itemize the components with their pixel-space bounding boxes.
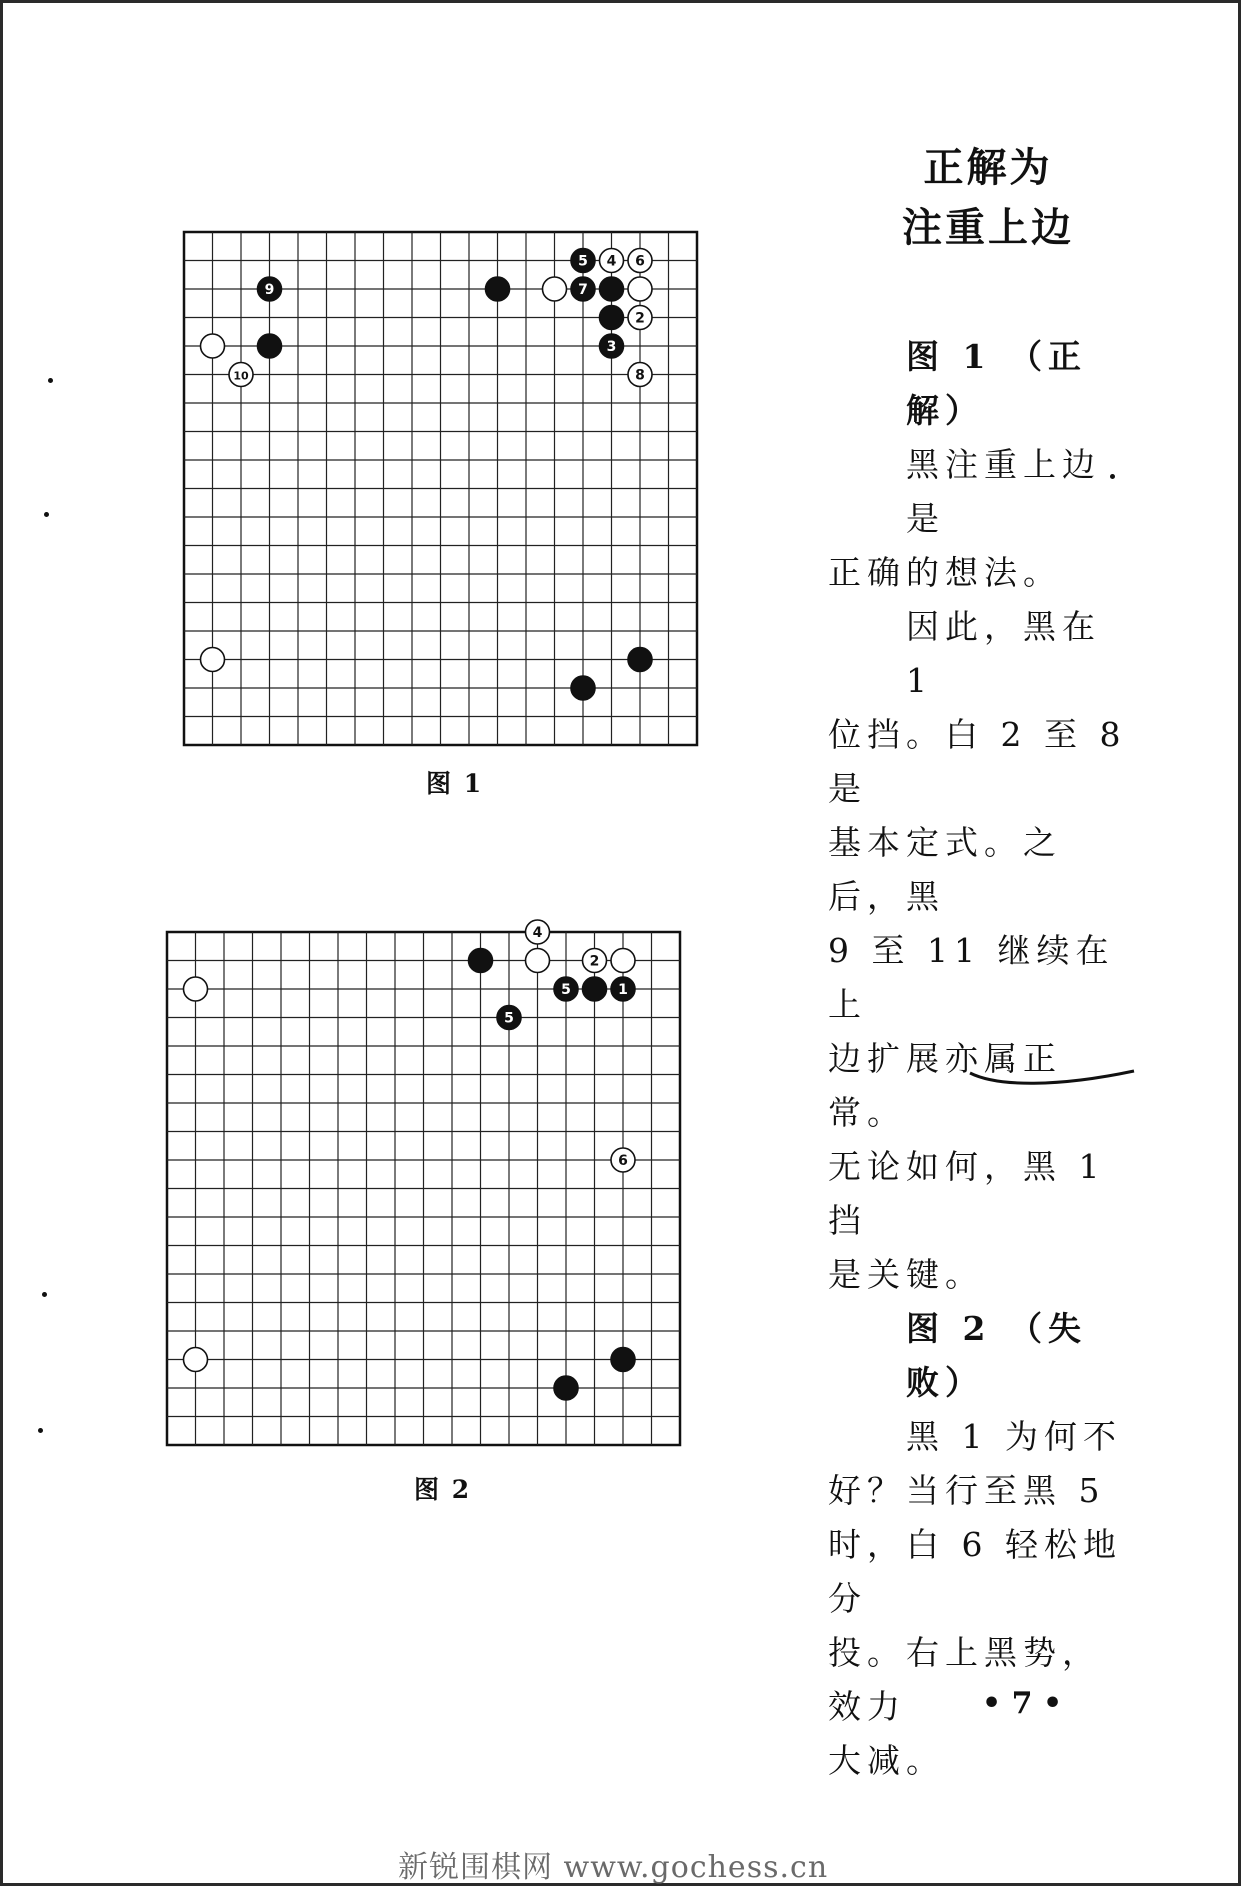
scan-speck [1110, 474, 1115, 479]
stone-label: 6 [618, 1153, 628, 1169]
body-line: 时，白 6 轻松地分 [828, 1525, 1122, 1618]
handwritten-underline [968, 1065, 1138, 1095]
black-stone [469, 949, 493, 973]
black-stone [258, 334, 282, 358]
stone-label: 5 [561, 982, 571, 998]
white-stone [628, 277, 652, 301]
go-board-figure-2 [163, 925, 683, 1448]
scan-speck [42, 1292, 47, 1297]
stone-label: 6 [635, 253, 645, 270]
body-line: 位挡。白 2 至 8 是 [828, 715, 1127, 808]
white-stone [201, 334, 225, 358]
stone-label: 8 [635, 367, 645, 384]
stone-label: 4 [532, 925, 543, 941]
scan-speck [48, 378, 53, 383]
white-stone [543, 277, 567, 301]
stone-label: 2 [589, 953, 600, 970]
stone-label: 7 [578, 282, 588, 298]
stone-label: 1 [618, 982, 628, 998]
white-stone [201, 648, 225, 672]
stone-label: 2 [635, 310, 645, 327]
body-line: 大减。 [828, 1741, 945, 1780]
white-stone [611, 949, 635, 973]
black-stone [600, 277, 624, 301]
figure-1-heading: 图 1 （正解） [906, 337, 1087, 430]
body-line: 正确的想法。 [828, 553, 1062, 592]
stone-label: 5 [504, 1010, 514, 1027]
body-line: 基本定式。之后，黑 [828, 823, 1062, 916]
figure-1-caption: 图 1 [426, 769, 484, 798]
black-stone [611, 1348, 635, 1372]
body-line: 是关键。 [828, 1255, 984, 1294]
white-stone [184, 1348, 208, 1372]
figure-2-heading: 图 2 （失败） [906, 1309, 1087, 1402]
black-stone [600, 306, 624, 330]
black-stone [583, 977, 607, 1001]
body-line: 黑 1 为何不 [906, 1417, 1122, 1456]
body-line: 因此，黑在 1 [906, 607, 1101, 700]
white-stone [526, 949, 550, 973]
scan-speck [44, 512, 49, 517]
black-stone [554, 1376, 578, 1400]
page-title-line-1: 正解为 [923, 144, 1053, 191]
go-board-figure-1 [180, 228, 700, 748]
stone-label: 9 [264, 282, 275, 298]
stone-label: 10 [233, 369, 249, 383]
body-line: 无论如何，黑 1 挡 [828, 1147, 1106, 1240]
black-stone [486, 277, 510, 301]
body-line: 投。右上黑势，效力 [828, 1633, 1101, 1726]
watermark: 新锐围棋网 www.gochess.cn [398, 1850, 829, 1885]
page-title-line-2: 注重上边 [902, 204, 1074, 251]
stone-label: 4 [606, 253, 617, 270]
figure-2-caption: 图 2 [414, 1475, 472, 1504]
body-line: 9 至 11 继续在上 [828, 931, 1115, 1024]
white-stone [184, 977, 208, 1001]
black-stone [571, 676, 595, 700]
page-number: • 7 • [982, 1686, 1063, 1721]
body-line: 好？当行至黑 5 [828, 1471, 1106, 1510]
body-text [828, 330, 1128, 1788]
black-stone [628, 648, 652, 672]
stone-label: 3 [606, 339, 617, 355]
body-line: 边扩展亦属正常。 [828, 1039, 1062, 1132]
body-line: 黑注重上边是 [906, 445, 1101, 538]
scan-speck [38, 1428, 43, 1433]
stone-label: 5 [578, 253, 588, 270]
